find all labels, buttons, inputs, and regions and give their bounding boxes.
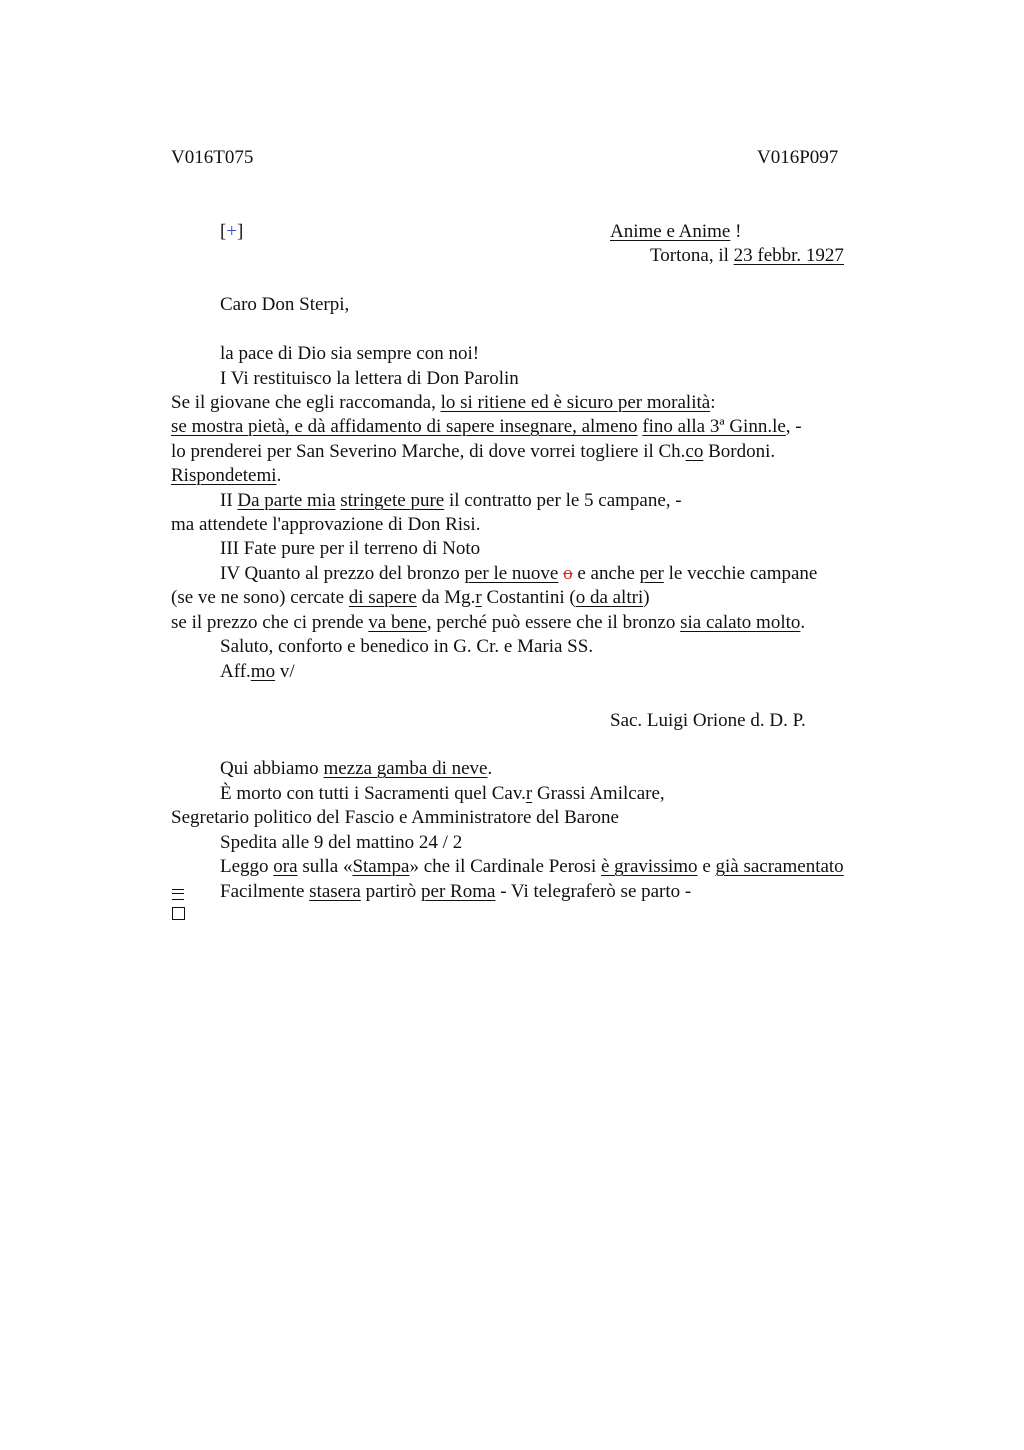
text-run: se il prezzo che ci prende	[171, 612, 369, 633]
underlined-run: Rispondetemi	[171, 465, 277, 486]
text-run: È morto con tutti i Sacramenti quel Cav.	[220, 783, 526, 804]
underlined-run: va bene	[368, 612, 427, 633]
text-run: Leggo	[220, 856, 274, 877]
text-run: lo prenderei per San Severino Marche, di dove vorrei togliere il Ch.	[171, 441, 686, 462]
underlined-run: di sapere	[348, 587, 417, 608]
salutation: Caro Don Sterpi,	[220, 294, 350, 315]
text-run: Bordoni.	[703, 441, 776, 462]
body-line	[220, 563, 817, 585]
margin-box-icon	[172, 907, 185, 920]
text-run: :	[710, 392, 716, 413]
text-run: .	[800, 612, 806, 633]
underlined-run: ora	[273, 856, 298, 877]
letter-title	[610, 221, 741, 243]
body-line: III Fate pure per il terreno di Noto	[220, 538, 481, 559]
underlined-run: Stampa	[352, 856, 410, 877]
underlined-run: mo	[250, 661, 276, 682]
underlined-run: per	[639, 563, 664, 584]
place-date	[650, 245, 844, 267]
text-run: Qui abbiamo	[220, 758, 324, 779]
underlined-run: se mostra pietà, e dà affidamento di sapere insegnare, almeno	[171, 416, 638, 437]
closing	[220, 661, 295, 683]
body-line	[171, 392, 715, 414]
signature: Sac. Luigi Orione d. D. P.	[610, 710, 806, 731]
body-line: ma attendete l'approvazione di Don Risi.	[171, 514, 481, 535]
underlined-run: stasera	[309, 881, 361, 902]
underlined-run: fino alla 3ª Ginn.le	[642, 416, 786, 437]
title-exclaim: !	[730, 221, 742, 242]
text-run: Aff.	[220, 661, 251, 682]
text-run: e	[697, 856, 716, 877]
text-run: Facilmente	[220, 881, 310, 902]
text-run: .	[276, 465, 282, 486]
text-run: .	[487, 758, 493, 779]
text-run: , perché può essere che il bronzo	[426, 612, 681, 633]
date-text: 23 febbr. 1927	[733, 245, 844, 266]
underlined-run: per Roma	[421, 881, 496, 902]
body-line	[171, 587, 650, 609]
postscript-line	[220, 881, 691, 903]
text-run: II	[220, 490, 238, 511]
postscript-line: Spedita alle 9 del mattino 24 / 2	[220, 832, 463, 853]
body-line	[171, 441, 775, 463]
text-run: » che il Cardinale Perosi	[409, 856, 601, 877]
text-run: IV Quanto al prezzo del bronzo	[220, 563, 465, 584]
title-text: Anime e Anime	[610, 221, 731, 242]
text-run: - Vi telegraferò se parto -	[495, 881, 692, 902]
document-code-left: V016T075	[171, 147, 254, 168]
body-line	[171, 612, 805, 634]
underlined-run: lo si ritiene ed è sicuro per moralità	[440, 392, 711, 413]
body-line: Saluto, conforto e benedico in G. Cr. e Maria SS.	[220, 636, 594, 657]
document-code-right: V016P097	[757, 147, 839, 168]
underlined-run: r	[475, 587, 482, 608]
margin-lines-icon	[172, 889, 184, 900]
body-line: la pace di Dio sia sempre con noi!	[220, 343, 480, 364]
text-run: Costantini (	[481, 587, 576, 608]
text-run: (se ve ne sono) cercate	[171, 587, 349, 608]
bracket-open: [	[220, 221, 227, 242]
text-run: da Mg.	[416, 587, 476, 608]
underlined-run: sia calato molto	[680, 612, 801, 633]
text-run: le vecchie campane	[663, 563, 818, 584]
underlined-run: r	[525, 783, 533, 804]
text-run: partirò	[360, 881, 422, 902]
underlined-run: stringete pure	[340, 490, 445, 511]
text-run: , -	[785, 416, 802, 437]
text-run: Se il giovane che egli raccomanda,	[171, 392, 441, 413]
body-line: I Vi restituisco la lettera di Don Parolin	[220, 368, 519, 389]
text-run: v/	[275, 661, 295, 682]
text-run: )	[643, 587, 650, 608]
postscript-line	[220, 758, 492, 780]
text-run: sulla «	[297, 856, 353, 877]
postscript-line: Segretario politico del Fascio e Amministratore del Barone	[171, 807, 619, 828]
struck-run: o	[563, 563, 573, 584]
underlined-run: mezza gamba di neve	[323, 758, 488, 779]
text-run: Grassi Amilcare,	[532, 783, 665, 804]
cross-mark	[220, 221, 243, 243]
body-line	[171, 416, 802, 438]
place-text: Tortona, il	[650, 245, 734, 266]
postscript-line	[220, 783, 665, 805]
body-line	[220, 490, 682, 512]
bracket-close: ]	[237, 221, 244, 242]
cross-icon: +	[226, 221, 238, 242]
underlined-run: co	[685, 441, 704, 462]
underlined-run: Da parte mia	[237, 490, 336, 511]
underlined-run: o da altri	[575, 587, 644, 608]
body-line	[171, 465, 281, 487]
underlined-run: per le nuove	[464, 563, 559, 584]
underlined-run: già sacramentato	[715, 856, 844, 877]
text-run: il contratto per le 5 campane, -	[444, 490, 682, 511]
postscript-line	[220, 856, 844, 878]
underlined-run: è gravissimo	[600, 856, 698, 877]
text-run: e anche	[572, 563, 640, 584]
